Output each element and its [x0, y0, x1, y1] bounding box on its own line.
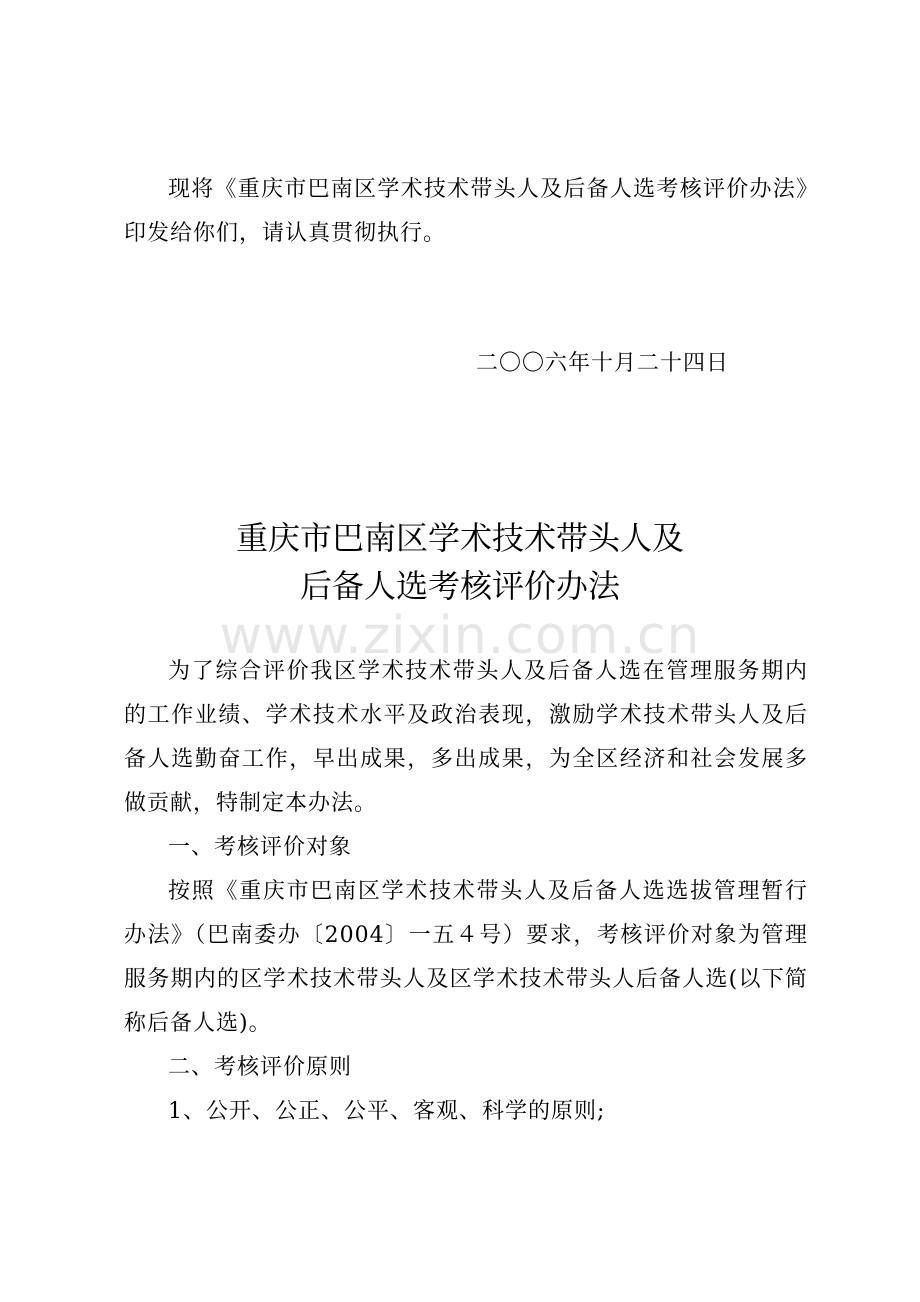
purpose-paragraph: 为了综合评价我区学术技术带头人及后备人选在管理服务期内的工作业绩、学术技术水平及政治表现，激励学术技术带头人及后备人选勤奋工作，早出成果，多出成果，为全区经济和社会发展多做贡献，特制定本办法。 [124, 659, 808, 816]
intro-paragraph: 现将《重庆市巴南区学术技术带头人及后备人选考核评价办法》印发给你们，请认真贯彻执行。 [124, 177, 808, 246]
section-1-heading: 一、考核评价对象 [168, 835, 353, 860]
section-1-paragraph: 按照《重庆市巴南区学术技术带头人及后备人选选拔管理暂行办法》（巴南委办〔2004〕一五４号）要求，考核评价对象为管理服务期内的区学术技术带头人及区学术技术带头人后备人选(以下简称后备人选)。 [124, 879, 808, 1036]
title-line-1: 重庆市巴南区学术技术带头人及 [235, 519, 684, 557]
section-2-item-1: 1、公开、公正、公平、客观、科学的原则; [168, 1099, 606, 1124]
section-2-heading: 二、考核评价原则 [168, 1055, 353, 1080]
title-line-2: 后备人选考核评价办法 [299, 567, 620, 605]
issue-date: 二〇〇六年十月二十四日 [476, 351, 730, 376]
document-title [0, 514, 920, 610]
watermark: www.zixin.com.cn [219, 606, 701, 666]
